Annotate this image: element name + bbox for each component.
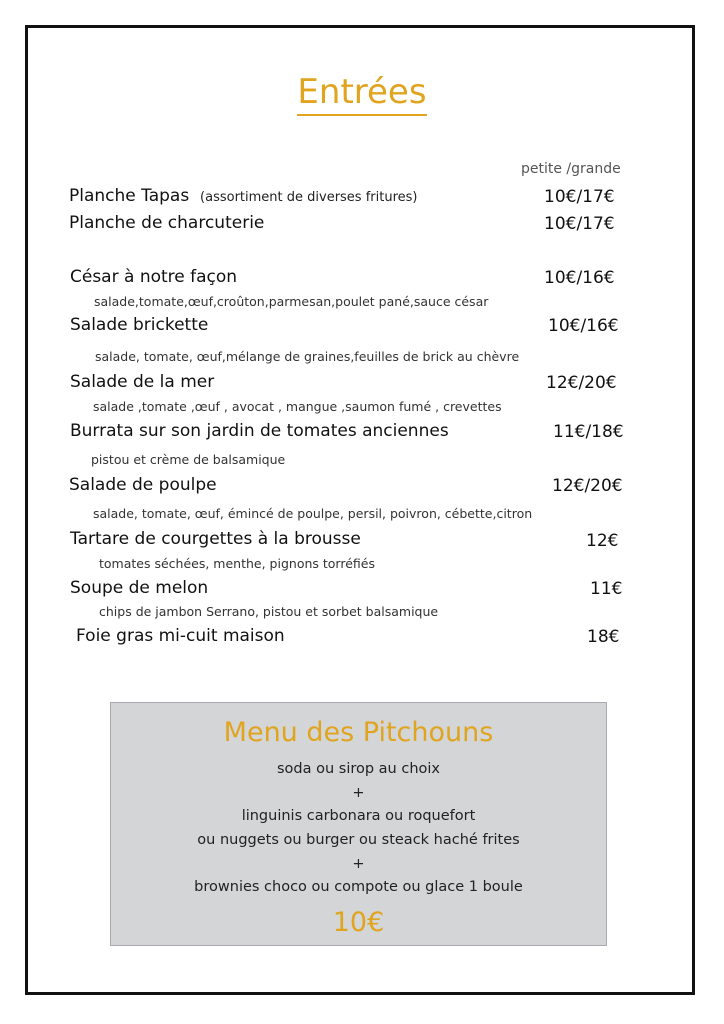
- kids-menu-line: ou nuggets ou burger ou steack haché frites: [197, 832, 520, 848]
- menu-item-desc: salade,tomate,œuf,croûton,parmesan,poulet pané,sauce césar: [94, 294, 489, 309]
- menu-item-desc: tomates séchées, menthe, pignons torréfiés: [99, 556, 375, 571]
- kids-menu-line: brownies choco ou compote ou glace 1 boule: [194, 879, 523, 895]
- menu-item-price: 10€/17€: [544, 214, 615, 234]
- menu-item-name: Foie gras mi-cuit maison: [76, 626, 285, 646]
- kids-menu-title: Menu des Pitchouns: [223, 717, 494, 748]
- menu-item-name: Soupe de melon: [70, 578, 209, 598]
- page-title: Entrées: [0, 72, 724, 112]
- menu-item-desc: pistou et crème de balsamique: [91, 452, 286, 467]
- size-header: petite /grande: [521, 161, 621, 177]
- menu-item-desc: chips de jambon Serrano, pistou et sorbet balsamique: [99, 604, 439, 619]
- menu-item-name: Salade brickette: [70, 315, 209, 335]
- kids-menu-price: 10€: [332, 907, 385, 938]
- menu-item-price: 11€/18€: [553, 422, 624, 442]
- menu-item-name: Burrata sur son jardin de tomates anciennes: [70, 421, 449, 441]
- menu-item-price: 10€/16€: [544, 268, 615, 288]
- menu-item-price: 12€: [586, 531, 619, 551]
- kids-menu-box: [110, 702, 607, 946]
- menu-item-name: Tartare de courgettes à la brousse: [70, 529, 361, 549]
- menu-item-desc: salade ,tomate ,œuf , avocat , mangue ,saumon fumé , crevettes: [93, 399, 502, 414]
- kids-menu-line: +: [352, 856, 365, 872]
- menu-item-price: 12€/20€: [552, 476, 623, 496]
- kids-menu-line: linguinis carbonara ou roquefort: [241, 808, 476, 824]
- menu-item-note: (assortiment de diverses fritures): [200, 190, 418, 205]
- menu-item-price: 18€: [587, 627, 620, 647]
- kids-menu-line: soda ou sirop au choix: [276, 761, 441, 777]
- menu-item-price: 12€/20€: [546, 373, 617, 393]
- menu-item-name: Salade de poulpe: [69, 475, 217, 495]
- menu-item-name: Planche de charcuterie: [69, 213, 265, 233]
- kids-menu-line: +: [352, 785, 365, 801]
- menu-item-price: 11€: [590, 579, 623, 599]
- menu-item-name: César à notre façon: [70, 267, 238, 287]
- menu-item-name: Salade de la mer: [70, 372, 215, 392]
- menu-item-desc: salade, tomate, œuf,mélange de graines,feuilles de brick au chèvre: [95, 349, 520, 364]
- menu-item-name: Planche Tapas (assortiment de diverses fritures): [69, 186, 418, 206]
- menu-item-desc: salade, tomate, œuf, émincé de poulpe, persil, poivron, cébette,citron: [93, 506, 533, 521]
- menu-item-price: 10€/16€: [548, 316, 619, 336]
- menu-item-price: 10€/17€: [544, 187, 615, 207]
